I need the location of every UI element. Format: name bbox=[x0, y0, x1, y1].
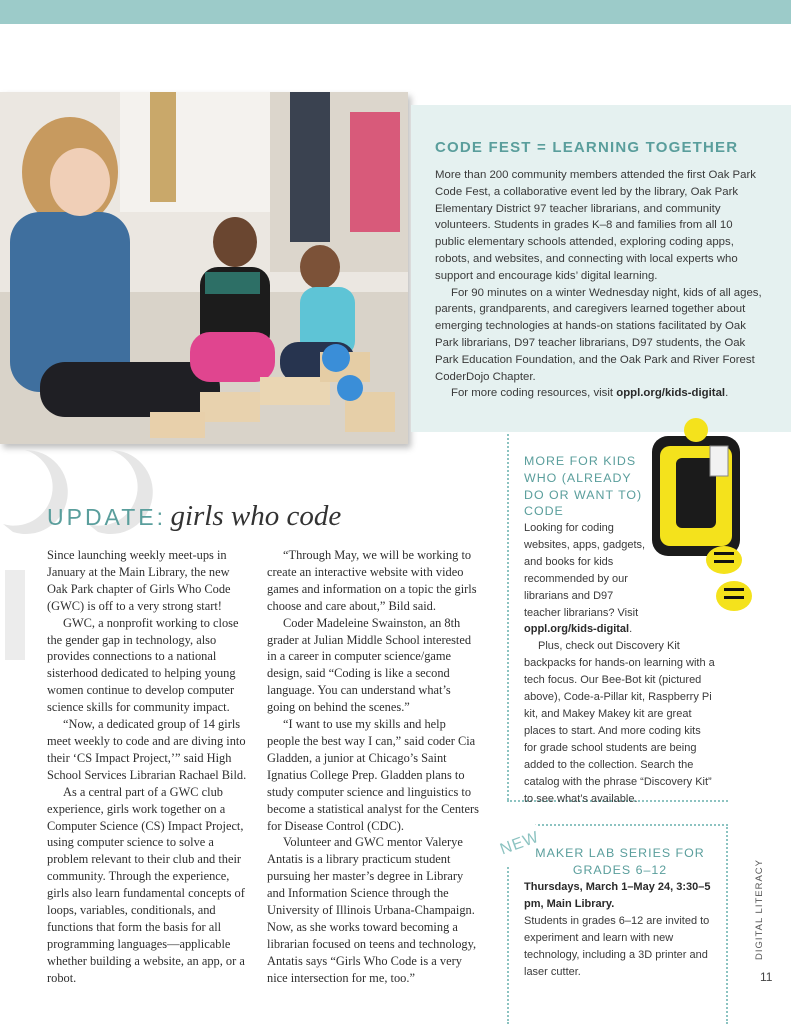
maker-lab-schedule: Thursdays, March 1–May 24, 3:30–5 pm, Main Library. bbox=[524, 881, 711, 910]
more-for-kids-border bbox=[507, 434, 509, 800]
maker-lab-title: MAKER LAB SERIES FOR GRADES 6–12 bbox=[535, 846, 705, 877]
code-fest-paragraph-3: For more coding resources, visit oppl.org/kids-digital. bbox=[451, 387, 729, 400]
more-for-kids-title: MORE FOR KIDS WHO (ALREADY DO OR WANT TO) CODE bbox=[524, 454, 643, 519]
kids-coding-photo bbox=[0, 92, 408, 444]
update-column-2 bbox=[267, 547, 479, 987]
update-col1-paragraph: GWC, a nonprofit working to close the gender gap in technology, also provides connections to a national sisterhood dedicated to helping young women continue to develop computer science skills for community impact. bbox=[47, 615, 239, 715]
code-fest-panel bbox=[411, 105, 791, 432]
update-column-1 bbox=[47, 547, 250, 987]
more-for-kids-paragraph-2: Plus, check out Discovery Kit backpacks for hands-on learning with a tech focus. Our Bee-Bot kit (pictured above), Code-a-Pillar kit, Raspberry Pi kit, and Makey Makey kit are great places to start. And more coding kits for grade school students are being added to the collection. Search the catalog with the phrase “Discovery Kit” to see what’s available. bbox=[524, 640, 715, 805]
update-label: UPDATE: bbox=[47, 504, 166, 530]
update-col1-paragraph: As a central part of a GWC club experience, girls work together on a Computer Science (CS) Impact Project, using computer science to solve a problem relevant to their club and their community. Through the experience, girls also learn fundamental concepts of loops, variables, conditionals, and functions that form the basis for all programming languages—applicable whether building a website, an app, or a robot. bbox=[47, 784, 245, 985]
section-label: DIGITAL LITERACY bbox=[754, 859, 765, 960]
code-fest-paragraph-1: More than 200 community members attended the first Oak Park Code Fest, a collaborative event led by the library, Oak Park Elementary District 97 teacher librarians, and community volunteers. Students in grades K–8 and families from all 10 public elementary schools attended, exploring coding apps, robots, and websites, and connecting with local experts who support and encourage kids’ digital learning. bbox=[435, 169, 756, 282]
update-heading bbox=[47, 500, 341, 533]
top-color-band bbox=[0, 0, 791, 24]
new-badge-text: NEW bbox=[497, 828, 542, 859]
update-col2-paragraph: “Through May, we will be working to create an interactive website with video games and information on a topic the girls choose and care about,” Bild said. bbox=[267, 548, 477, 613]
update-col2-paragraph: “I want to use my skills and help people the best way I can,” said coder Cia Gladden, a junior at Chicago’s Saint Ignatius College Prep. Gladden plans to study computer science and linguistics to become a statistical analyst for the Centers for Disease Control (CDC). bbox=[267, 717, 479, 833]
update-col2-paragraph: Coder Madeleine Swainston, an 8th grader at Julian Middle School interested in a career in computer science/game design, said “Coding is like a second language. You can understand what’s going on behind the scenes.” bbox=[267, 615, 472, 715]
code-fest-link[interactable]: oppl.org/kids-digital bbox=[616, 387, 726, 400]
maker-lab-border bbox=[726, 824, 728, 1024]
page-number: 11 bbox=[760, 970, 773, 984]
update-col1-paragraph: “Now, a dedicated group of 14 girls meet weekly to code and are diving into their ‘CS Impact Project,’” said High School Services Librarian Rachael Bild. bbox=[47, 717, 247, 782]
code-fest-paragraph-2: For 90 minutes on a winter Wednesday night, kids of all ages, parents, grandparents, and caregivers learned together about emerging technologies at hands-on stations facilitated by Oak Park librarians, D97 teacher librarians, D97 students, the Oak Park Education Foundation, and the Oak Park and River Forest CoderDojo Chapter. bbox=[435, 286, 762, 383]
maker-lab-description: Students in grades 6–12 are invited to experiment and learn with new technology, including a 3D printer and laser cutter. bbox=[524, 915, 710, 978]
more-for-kids-paragraph-1: Looking for coding websites, apps, gadgets, and books for kids recommended by our librarians and D97 teacher librarians? Visit oppl.org/kids-digital. bbox=[524, 522, 646, 636]
code-fest-title: CODE FEST = LEARNING TOGETHER bbox=[435, 139, 739, 156]
kids-digital-link[interactable]: oppl.org/kids-digital bbox=[524, 623, 630, 636]
update-col1-paragraph: Since launching weekly meet-ups in January at the Main Library, the new Oak Park chapter of Girls Who Code (GWC) is off to a very strong start! bbox=[47, 548, 231, 613]
update-col2-paragraph: Volunteer and GWC mentor Valerye Antatis is a library practicum student pursuing her master’s degree in Library and Information Science through the University of Illinois Urbana-Champaign. Now, as she works toward becoming a librarian focused on teens and technology, Antatis says “Girls Who Code is a very nice intersection for me, too.” bbox=[267, 835, 477, 985]
update-subtitle: girls who code bbox=[170, 500, 342, 532]
code-fest-body bbox=[435, 167, 765, 402]
more-for-kids-body bbox=[524, 520, 716, 807]
